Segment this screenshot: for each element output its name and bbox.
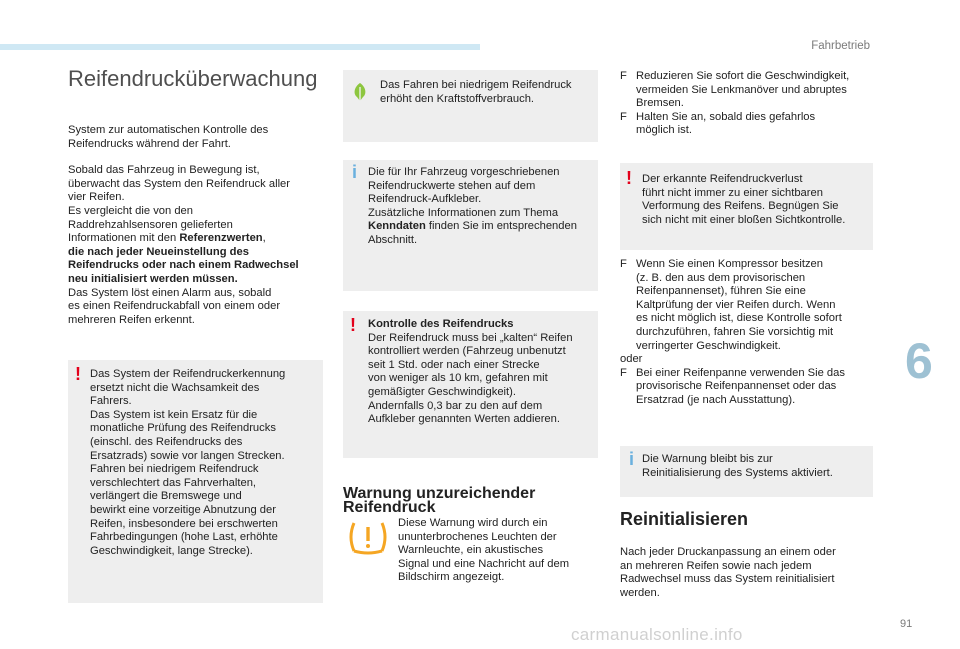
monitoring-paragraph: Sobald das Fahrzeug in Bewegung ist, überwacht das System den Reifendruck aller vier Reifen. Es vergleicht die von den Raddrehzahlsensoren gelieferten Informationen mit den Referenzwerten, die nach jeder Neueinstellung des Reifendrucks oder nach einem Radwechsel neu initialisiert werden müssen. Das System löst einen Alarm aus, sobald es einen Reifendruckabfall von einem oder mehreren Reifen erkennt. [68,164,299,326]
reference-values-text: Referenzwerten [179,232,263,245]
compressor-bullets [620,258,880,408]
watermark: carmanualsonline.info [571,625,743,644]
bullet-icon: F [620,258,627,270]
eco-leaf-icon [351,82,369,102]
reinit-heading: Reinitialisieren [620,509,749,529]
info-box-label [343,160,598,291]
reinit-requirement-text: die nach jeder Neueinstellung des Reifendrucks oder nach einem Radwechsel neu initialisiert werden müssen. [68,245,299,285]
bullet-puncture: Bei einer Reifenpanne verwenden Sie das provisorische Reifenpannenset oder das Ersatzrad (je nach Ausstattung). [636,366,845,406]
intro-paragraph: System zur automatischen Kontrolle des Reifendrucks während der Fahrt. [68,124,269,150]
warning-icon: ! [75,364,81,384]
warning-box-visual [620,163,873,250]
page-number: 91 [900,618,913,630]
warning-box-check [343,311,598,458]
page-title: Reifendrucküberwachung [68,66,318,91]
eco-text: Das Fahren bei niedrigem Reifendruck erhöht den Kraftstoffverbrauch. [380,79,572,105]
kenndaten-text: Kenndaten [368,220,426,233]
info-icon: i [352,162,358,182]
monitoring-text: Sobald das Fahrzeug in Bewegung ist, überwacht das System den Reifendruck aller vier Reifen. Es vergleicht die von den Raddrehzahlsensoren gelieferten Informationen mit den [68,164,290,245]
check-title: Kontrolle des Reifendrucks [368,318,514,330]
info-text: Die für Ihr Fahrzeug vorgeschriebenen Reifendruckwerte stehen auf dem Reifendruck-Aufkleber. Zusätzliche Informationen zum Thema Kenndaten finden Sie im entsprechenden Abschnitt. [368,166,577,246]
warning-text: Das System der Reifendruckerkennung ersetzt nicht die Wachsamkeit des Fahrers. Das System ist kein Ersatz für die monatliche Prüfung des Reifendrucks (einschl. des Reifendrucks des Ersatzrads) sowie vor langen Strecken. Fahren bei niedrigem Reifendruck verschlechtert das Fahrverhalten, verlängert die Bremswege und bewirkt eine vorzeitige Abnutzung der Reifen, insbesondere bei erschwerten Fahrbedingungen (hohe Last, erhöhte Geschwindigkeit, lange Strecke). [90,368,286,557]
top-accent-bar [0,44,480,50]
check-text: Der Reifendruck muss bei „kalten“ Reifen kontrolliert werden (Fahrzeug unbenutzt seit 1 Std. oder nach einer Strecke von weniger als 10 km, gefahren mit gemäßigter Geschwindigkeit). Andernfalls 0,3 bar zu den auf dem Aufkleber genannten Werten addieren. [368,331,573,426]
bullet-stop: Halten Sie an, sobald dies gefahrlos möglich ist. [636,110,816,137]
eco-box [343,70,598,142]
bullet-compressor: Wenn Sie einen Kompressor besitzen (z. B. den aus dem provisorischen Reifenpannenset), führen Sie eine Kaltprüfung der vier Reifen durch. Wenn es nicht möglich ist, diese Kontrolle sofort durchzuführen, fahren Sie vorsichtig mit verringerter Geschwindigkeit. [636,258,842,352]
chapter-number: 6 [905,333,933,389]
col1-text [68,124,323,327]
section-header: Fahrbetrieb [811,40,870,52]
tyre-pressure-warning-lamp-icon [346,515,390,559]
warning-heading: Warnung unzureichender Reifendruck [343,485,536,516]
info-icon: i [629,449,635,469]
warning-description: Diese Warnung wird durch ein ununterbrochenes Leuchten der Warnleuchte, ein akustisches Signal und eine Nachricht auf dem Bildschirm angezeigt. [398,517,570,584]
bullet-reduce-speed: Reduzieren Sie sofort die Geschwindigkeit, vermeiden Sie Lenkmanöver und abruptes Bremsen. [636,70,850,110]
warning-box-vigilance [68,360,323,603]
bullet-icon: F [620,70,627,82]
oder-text: oder [620,353,643,366]
warning-icon: ! [350,315,356,335]
visual-warning-text: Der erkannte Reifendruckverlust führt nicht immer zu einer sichtbaren Verformung des Reifens. Begnügen Sie sich nicht mit einer bloßen Sichtkontrolle. [642,173,846,226]
info-box-reinit [620,446,873,497]
warning-icon: ! [626,168,632,188]
reinit-text: Nach jeder Druckanpassung an einem oder an mehreren Reifen sowie nach jedem Radwechsel muss das System reinitialisiert werden. [620,546,836,599]
bullet-icon: F [620,110,627,123]
reinit-info-text: Die Warnung bleibt bis zur Reinitialisierung des Systems aktiviert. [642,453,833,479]
action-bullets [620,70,880,138]
bullet-icon: F [620,366,627,379]
alarm-text: Das System löst einen Alarm aus, sobald es einen Reifendruckabfall von einem oder mehreren Reifen erkennt. [68,286,281,326]
